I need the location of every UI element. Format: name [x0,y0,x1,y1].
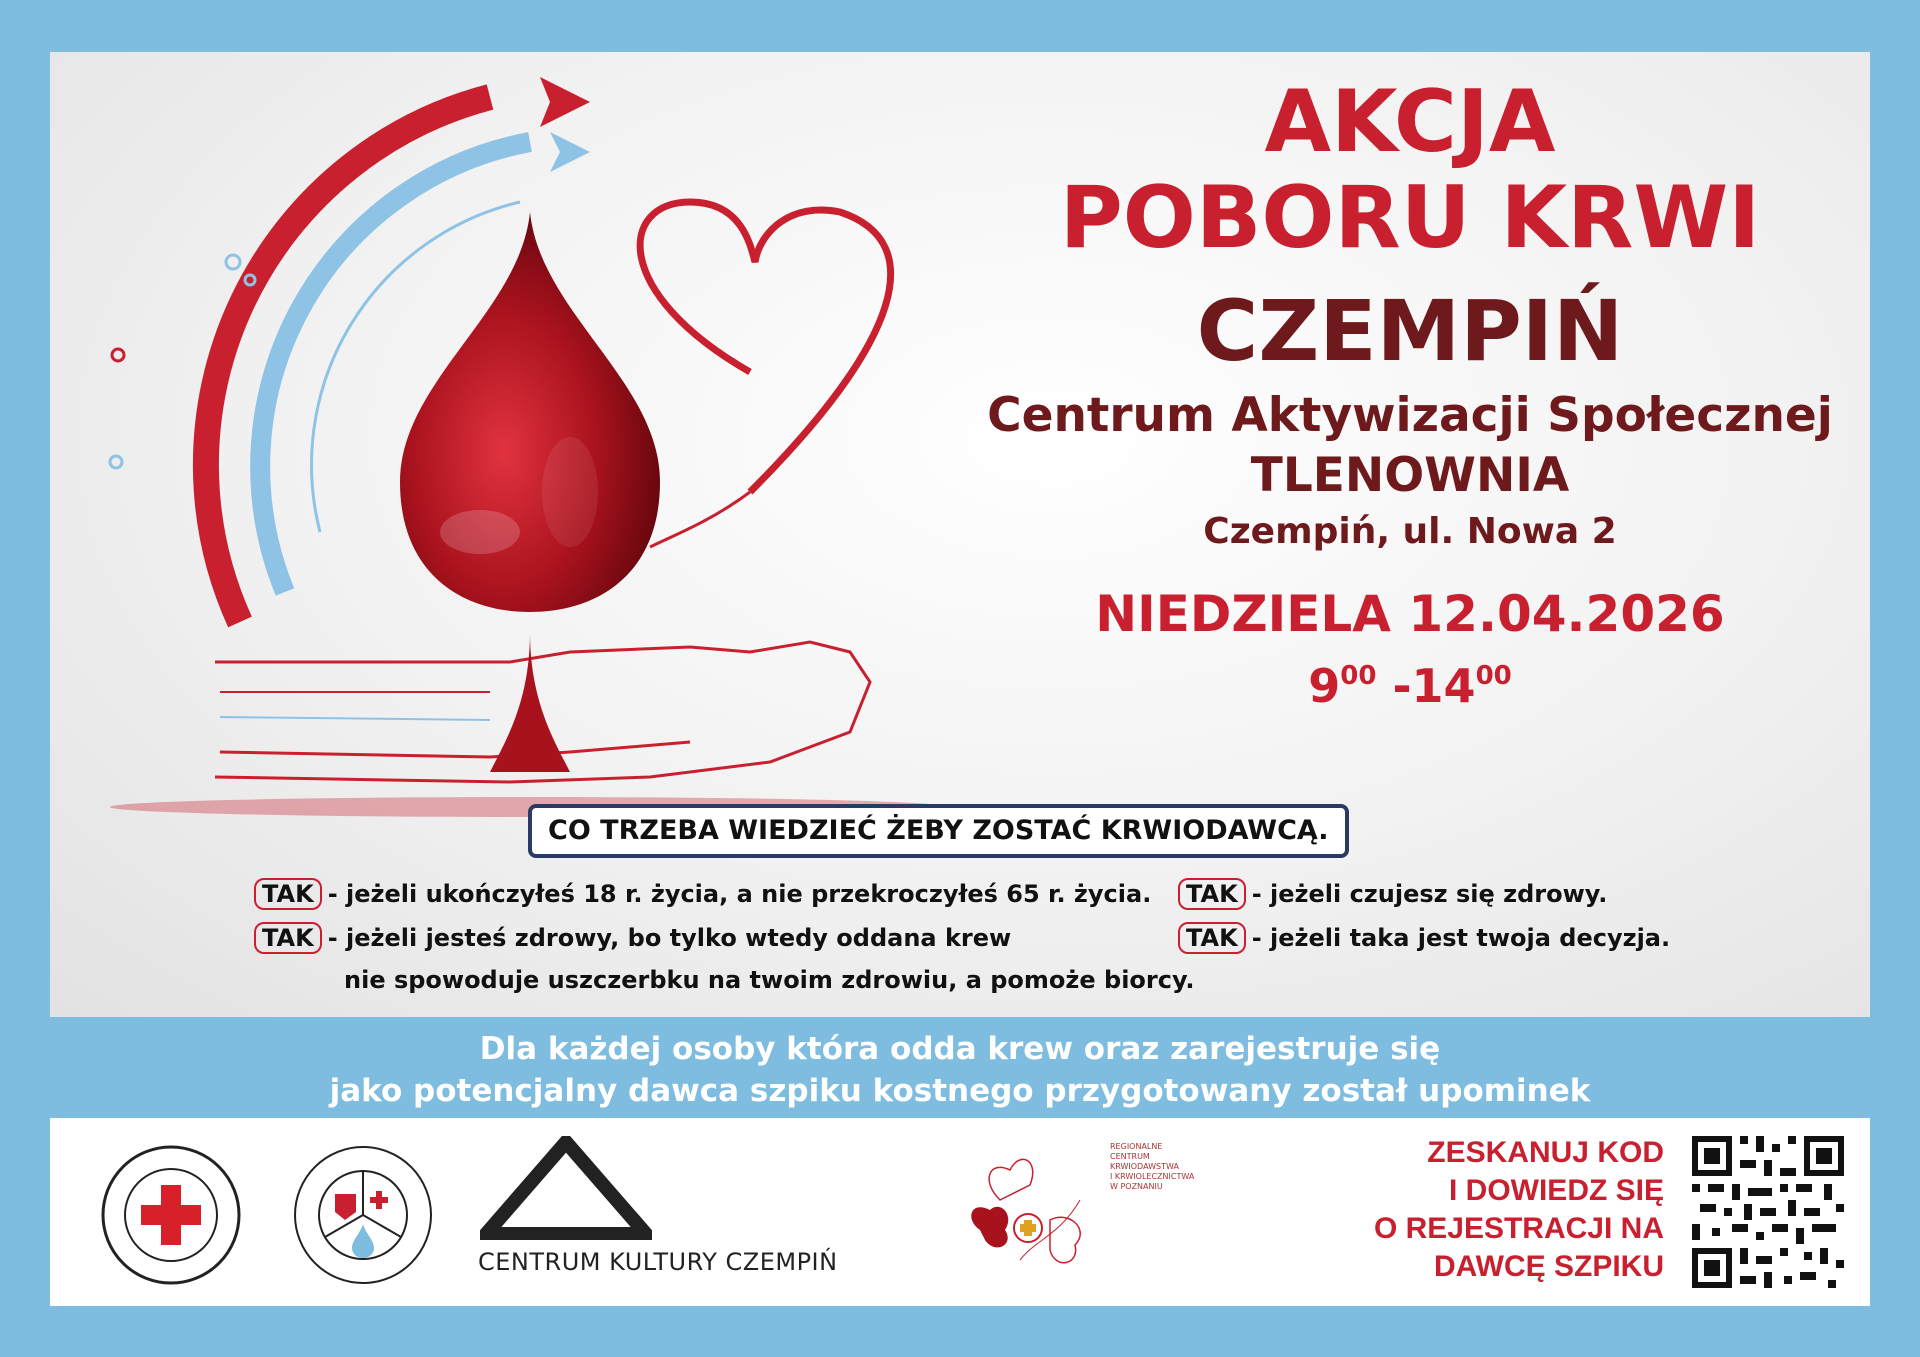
qr-code[interactable] [1688,1132,1848,1292]
gift-note-line1: Dla każdej osoby która odda krew oraz zarejestruje się [479,1031,1441,1067]
requirement-decision-text: - jeżeli taka jest twoja decyzja. [1251,924,1671,952]
blood-drop-illustration [50,52,1050,832]
scan-code-text [1374,1134,1664,1286]
tak-badge: TAK [254,922,322,954]
headline-poboru-krwi: POBORU KRWI [1059,168,1761,268]
requirement-health-continued: nie spowoduje uszczerbku na twoim zdrowiu, a pomoże biorcy. [344,966,1195,994]
requirement-health-text: - jeżeli jesteś zdrowy, bo tylko wtedy oddana krew [327,924,1012,952]
event-date: NIEDZIELA 12.04.2026 [1095,585,1725,643]
scan-line-3: O REJESTRACJI NA [1373,1212,1664,1245]
event-time [950,648,1870,714]
scan-line-4: DAWCĘ SZPIKU [1433,1250,1664,1283]
requirement-age-text: - jeżeli ukończyłeś 18 r. życia, a nie przekroczyłeś 65 r. życia. [327,880,1152,908]
time-end: 14 [1411,659,1476,713]
scan-line-1: ZESKANUJ KOD [1427,1136,1664,1169]
time-start: 9 [1308,659,1341,713]
time-end-minutes: 00 [1475,661,1512,691]
requirement-feeling [1178,878,1607,910]
city-title: CZEMPIŃ [1196,282,1624,380]
headline-akcja: AKCJA [1264,72,1556,172]
venue-name-secondary: TLENOWNIA [1250,448,1570,503]
rcktk-poznan-label: REGIONALNE CENTRUM KRWIODAWSTWA I KRWIOLECZNICTWA W POZNANIU [1110,1142,1195,1191]
club-blekitna-kropelka-logo [290,1142,436,1288]
requirement-feeling-text: - jeżeli czujesz się zdrowy. [1251,880,1608,908]
time-separator: - [1376,659,1412,713]
venue-name: Centrum Aktywizacji Społecznej [987,388,1833,443]
tak-badge: TAK [1178,878,1246,910]
scan-line-2: I DOWIEDZ SIĘ [1448,1174,1664,1207]
gift-note-line2: jako potencjalny dawca szpiku kostnego przygotowany został upominek [329,1073,1591,1109]
requirement-health [254,922,1011,954]
polish-red-cross-logo [98,1142,244,1288]
rcktk-poznan-logo [960,1140,1110,1280]
requirements-title-box: CO TRZEBA WIEDZIEĆ ŻEBY ZOSTAĆ KRWIODAWCĄ. [528,804,1349,858]
venue-address: Czempiń, ul. Nowa 2 [1203,511,1617,552]
requirement-age [254,878,1151,910]
centrum-kultury-label: CENTRUM KULTURY CZEMPIŃ [478,1248,838,1276]
centrum-kultury-triangle-logo [480,1136,652,1240]
tak-badge: TAK [1178,922,1246,954]
tak-badge: TAK [254,878,322,910]
requirement-decision [1178,922,1670,954]
event-poster [50,52,1870,1017]
time-start-minutes: 00 [1340,661,1377,691]
footer-logos [50,1118,1870,1306]
